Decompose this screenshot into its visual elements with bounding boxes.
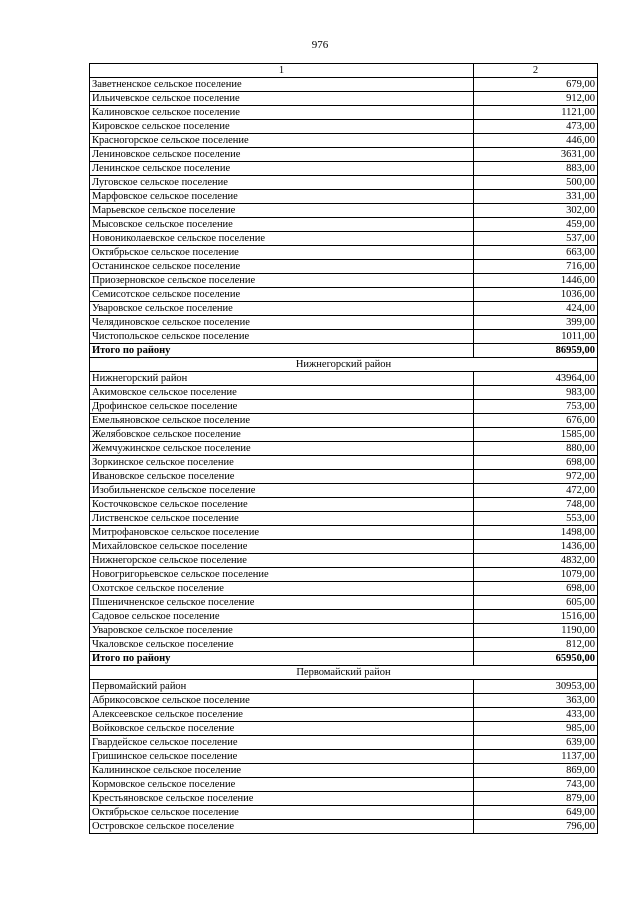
amount-value: 1121,00	[474, 106, 598, 120]
amount-value: 500,00	[474, 176, 598, 190]
amount-value: 972,00	[474, 470, 598, 484]
settlement-name: Митрофановское сельское поселение	[90, 526, 474, 540]
settlement-name: Пшеничненское сельское поселение	[90, 596, 474, 610]
table-row	[90, 470, 598, 484]
amount-value: 883,00	[474, 162, 598, 176]
table-row	[90, 400, 598, 414]
table-row	[90, 638, 598, 652]
total-value: 65950,00	[474, 652, 598, 666]
table-row	[90, 386, 598, 400]
settlement-name: Михайловское сельское поселение	[90, 540, 474, 554]
table-row	[90, 92, 598, 106]
amount-value: 1498,00	[474, 526, 598, 540]
amount-value: 869,00	[474, 764, 598, 778]
settlement-name: Зоркинское сельское поселение	[90, 456, 474, 470]
amount-value: 1036,00	[474, 288, 598, 302]
table-row	[90, 302, 598, 316]
total-value: 86959,00	[474, 344, 598, 358]
amount-value: 553,00	[474, 512, 598, 526]
table-row	[90, 148, 598, 162]
amount-value: 1585,00	[474, 428, 598, 442]
amount-value: 4832,00	[474, 554, 598, 568]
amount-value: 880,00	[474, 442, 598, 456]
amount-value: 43964,00	[474, 372, 598, 386]
table-row	[90, 708, 598, 722]
amount-value: 331,00	[474, 190, 598, 204]
settlement-name: Семисотское сельское поселение	[90, 288, 474, 302]
amount-value: 985,00	[474, 722, 598, 736]
amount-value: 753,00	[474, 400, 598, 414]
settlement-name: Войковское сельское поселение	[90, 722, 474, 736]
amount-value: 879,00	[474, 792, 598, 806]
amount-value: 1011,00	[474, 330, 598, 344]
table-row	[90, 582, 598, 596]
settlement-name: Гришинское сельское поселение	[90, 750, 474, 764]
table-row	[90, 162, 598, 176]
table-row	[90, 554, 598, 568]
amount-value: 433,00	[474, 708, 598, 722]
settlement-name: Заветненское сельское поселение	[90, 78, 474, 92]
table-row	[90, 778, 598, 792]
settlement-name: Желябовское сельское поселение	[90, 428, 474, 442]
settlement-name: Дрофинское сельское поселение	[90, 400, 474, 414]
settlement-name: Новониколаевское сельское поселение	[90, 232, 474, 246]
table-row	[90, 610, 598, 624]
section-title: Нижнегорский район	[90, 358, 598, 372]
section-header-row	[90, 666, 598, 680]
amount-value: 743,00	[474, 778, 598, 792]
table-row	[90, 722, 598, 736]
table-row	[90, 176, 598, 190]
amount-value: 605,00	[474, 596, 598, 610]
amount-value: 3631,00	[474, 148, 598, 162]
settlement-name: Островское сельское поселение	[90, 820, 474, 834]
table-row	[90, 456, 598, 470]
amount-value: 459,00	[474, 218, 598, 232]
amount-value: 663,00	[474, 246, 598, 260]
amount-value: 363,00	[474, 694, 598, 708]
page-number: 976	[311, 39, 329, 51]
settlement-name: Приозерновское сельское поселение	[90, 274, 474, 288]
settlement-name: Челядиновское сельское поселение	[90, 316, 474, 330]
settlement-name: Гвардейское сельское поселение	[90, 736, 474, 750]
settlement-name: Кормовское сельское поселение	[90, 778, 474, 792]
amount-value: 716,00	[474, 260, 598, 274]
settlement-name: Марфовское сельское поселение	[90, 190, 474, 204]
header-cell-col2: 2	[474, 64, 598, 78]
settlement-name: Абрикосовское сельское поселение	[90, 694, 474, 708]
settlement-name: Красногорское сельское поселение	[90, 134, 474, 148]
settlement-name: Октябрьское сельское поселение	[90, 806, 474, 820]
header-cell-col1: 1	[90, 64, 474, 78]
table-row	[90, 736, 598, 750]
settlement-name: Лениновское сельское поселение	[90, 148, 474, 162]
table-row	[90, 134, 598, 148]
table-row	[90, 680, 598, 694]
settlement-name: Первомайский район	[90, 680, 474, 694]
amount-value: 1446,00	[474, 274, 598, 288]
settlement-name: Ивановское сельское поселение	[90, 470, 474, 484]
table-row	[90, 372, 598, 386]
table-row	[90, 498, 598, 512]
amount-value: 302,00	[474, 204, 598, 218]
amount-value: 1436,00	[474, 540, 598, 554]
amount-value: 537,00	[474, 232, 598, 246]
amount-value: 698,00	[474, 456, 598, 470]
table-row	[90, 274, 598, 288]
amount-value: 649,00	[474, 806, 598, 820]
total-label: Итого по району	[90, 344, 474, 358]
amount-value: 679,00	[474, 78, 598, 92]
amount-value: 912,00	[474, 92, 598, 106]
amount-value: 30953,00	[474, 680, 598, 694]
table-row	[90, 260, 598, 274]
settlement-name: Уваровское сельское поселение	[90, 624, 474, 638]
amount-value: 473,00	[474, 120, 598, 134]
settlement-name: Луговское сельское поселение	[90, 176, 474, 190]
settlement-name: Косточковское сельское поселение	[90, 498, 474, 512]
table-row	[90, 414, 598, 428]
table-row	[90, 246, 598, 260]
table-row	[90, 288, 598, 302]
table-row	[90, 78, 598, 92]
settlement-name: Марьевское сельское поселение	[90, 204, 474, 218]
table-row	[90, 120, 598, 134]
settlement-name: Калининское сельское поселение	[90, 764, 474, 778]
settlement-name: Емельяновское сельское поселение	[90, 414, 474, 428]
total-label: Итого по району	[90, 652, 474, 666]
table-row	[90, 232, 598, 246]
table-row	[90, 428, 598, 442]
total-row	[90, 652, 598, 666]
table-row	[90, 526, 598, 540]
amount-value: 472,00	[474, 484, 598, 498]
settlement-name: Садовое сельское поселение	[90, 610, 474, 624]
amount-value: 676,00	[474, 414, 598, 428]
table-row	[90, 190, 598, 204]
settlement-name: Кировское сельское поселение	[90, 120, 474, 134]
settlement-name: Чистопольское сельское поселение	[90, 330, 474, 344]
settlement-name: Новогригорьевское сельское поселение	[90, 568, 474, 582]
table-row	[90, 792, 598, 806]
settlement-name: Лиственское сельское поселение	[90, 512, 474, 526]
table-row	[90, 316, 598, 330]
amount-value: 796,00	[474, 820, 598, 834]
table-row	[90, 540, 598, 554]
table-row	[90, 106, 598, 120]
table-body	[90, 64, 598, 834]
amount-value: 1079,00	[474, 568, 598, 582]
amount-value: 1516,00	[474, 610, 598, 624]
table-row	[90, 568, 598, 582]
settlement-name: Чкаловское сельское поселение	[90, 638, 474, 652]
settlement-name: Алексеевское сельское поселение	[90, 708, 474, 722]
amount-value: 812,00	[474, 638, 598, 652]
table-row	[90, 750, 598, 764]
settlement-name: Калиновское сельское поселение	[90, 106, 474, 120]
settlement-name: Ильичевское сельское поселение	[90, 92, 474, 106]
table-row	[90, 694, 598, 708]
amount-value: 698,00	[474, 582, 598, 596]
settlement-name: Октябрьское сельское поселение	[90, 246, 474, 260]
amount-value: 399,00	[474, 316, 598, 330]
settlement-name: Жемчужинское сельское поселение	[90, 442, 474, 456]
amount-value: 1190,00	[474, 624, 598, 638]
settlement-name: Крестьяновское сельское поселение	[90, 792, 474, 806]
amount-value: 639,00	[474, 736, 598, 750]
amount-value: 424,00	[474, 302, 598, 316]
table-row	[90, 764, 598, 778]
amount-value: 1137,00	[474, 750, 598, 764]
budget-table	[89, 63, 598, 834]
settlement-name: Изобильненское сельское поселение	[90, 484, 474, 498]
settlement-name: Нижнегорский район	[90, 372, 474, 386]
section-header-row	[90, 358, 598, 372]
table-row	[90, 218, 598, 232]
table-row	[90, 806, 598, 820]
settlement-name: Акимовское сельское поселение	[90, 386, 474, 400]
table-row	[90, 820, 598, 834]
settlement-name: Нижнегорское сельское поселение	[90, 554, 474, 568]
table-row	[90, 330, 598, 344]
amount-value: 983,00	[474, 386, 598, 400]
settlement-name: Останинское сельское поселение	[90, 260, 474, 274]
table-row	[90, 204, 598, 218]
settlement-name: Охотское сельское поселение	[90, 582, 474, 596]
total-row	[90, 344, 598, 358]
table-row	[90, 624, 598, 638]
settlement-name: Ленинское сельское поселение	[90, 162, 474, 176]
amount-value: 446,00	[474, 134, 598, 148]
table-row	[90, 484, 598, 498]
settlement-name: Мысовское сельское поселение	[90, 218, 474, 232]
table-row	[90, 442, 598, 456]
settlement-name: Уваровское сельское поселение	[90, 302, 474, 316]
section-title: Первомайский район	[90, 666, 598, 680]
table-header-row	[90, 64, 598, 78]
table-row	[90, 596, 598, 610]
amount-value: 748,00	[474, 498, 598, 512]
table-row	[90, 512, 598, 526]
